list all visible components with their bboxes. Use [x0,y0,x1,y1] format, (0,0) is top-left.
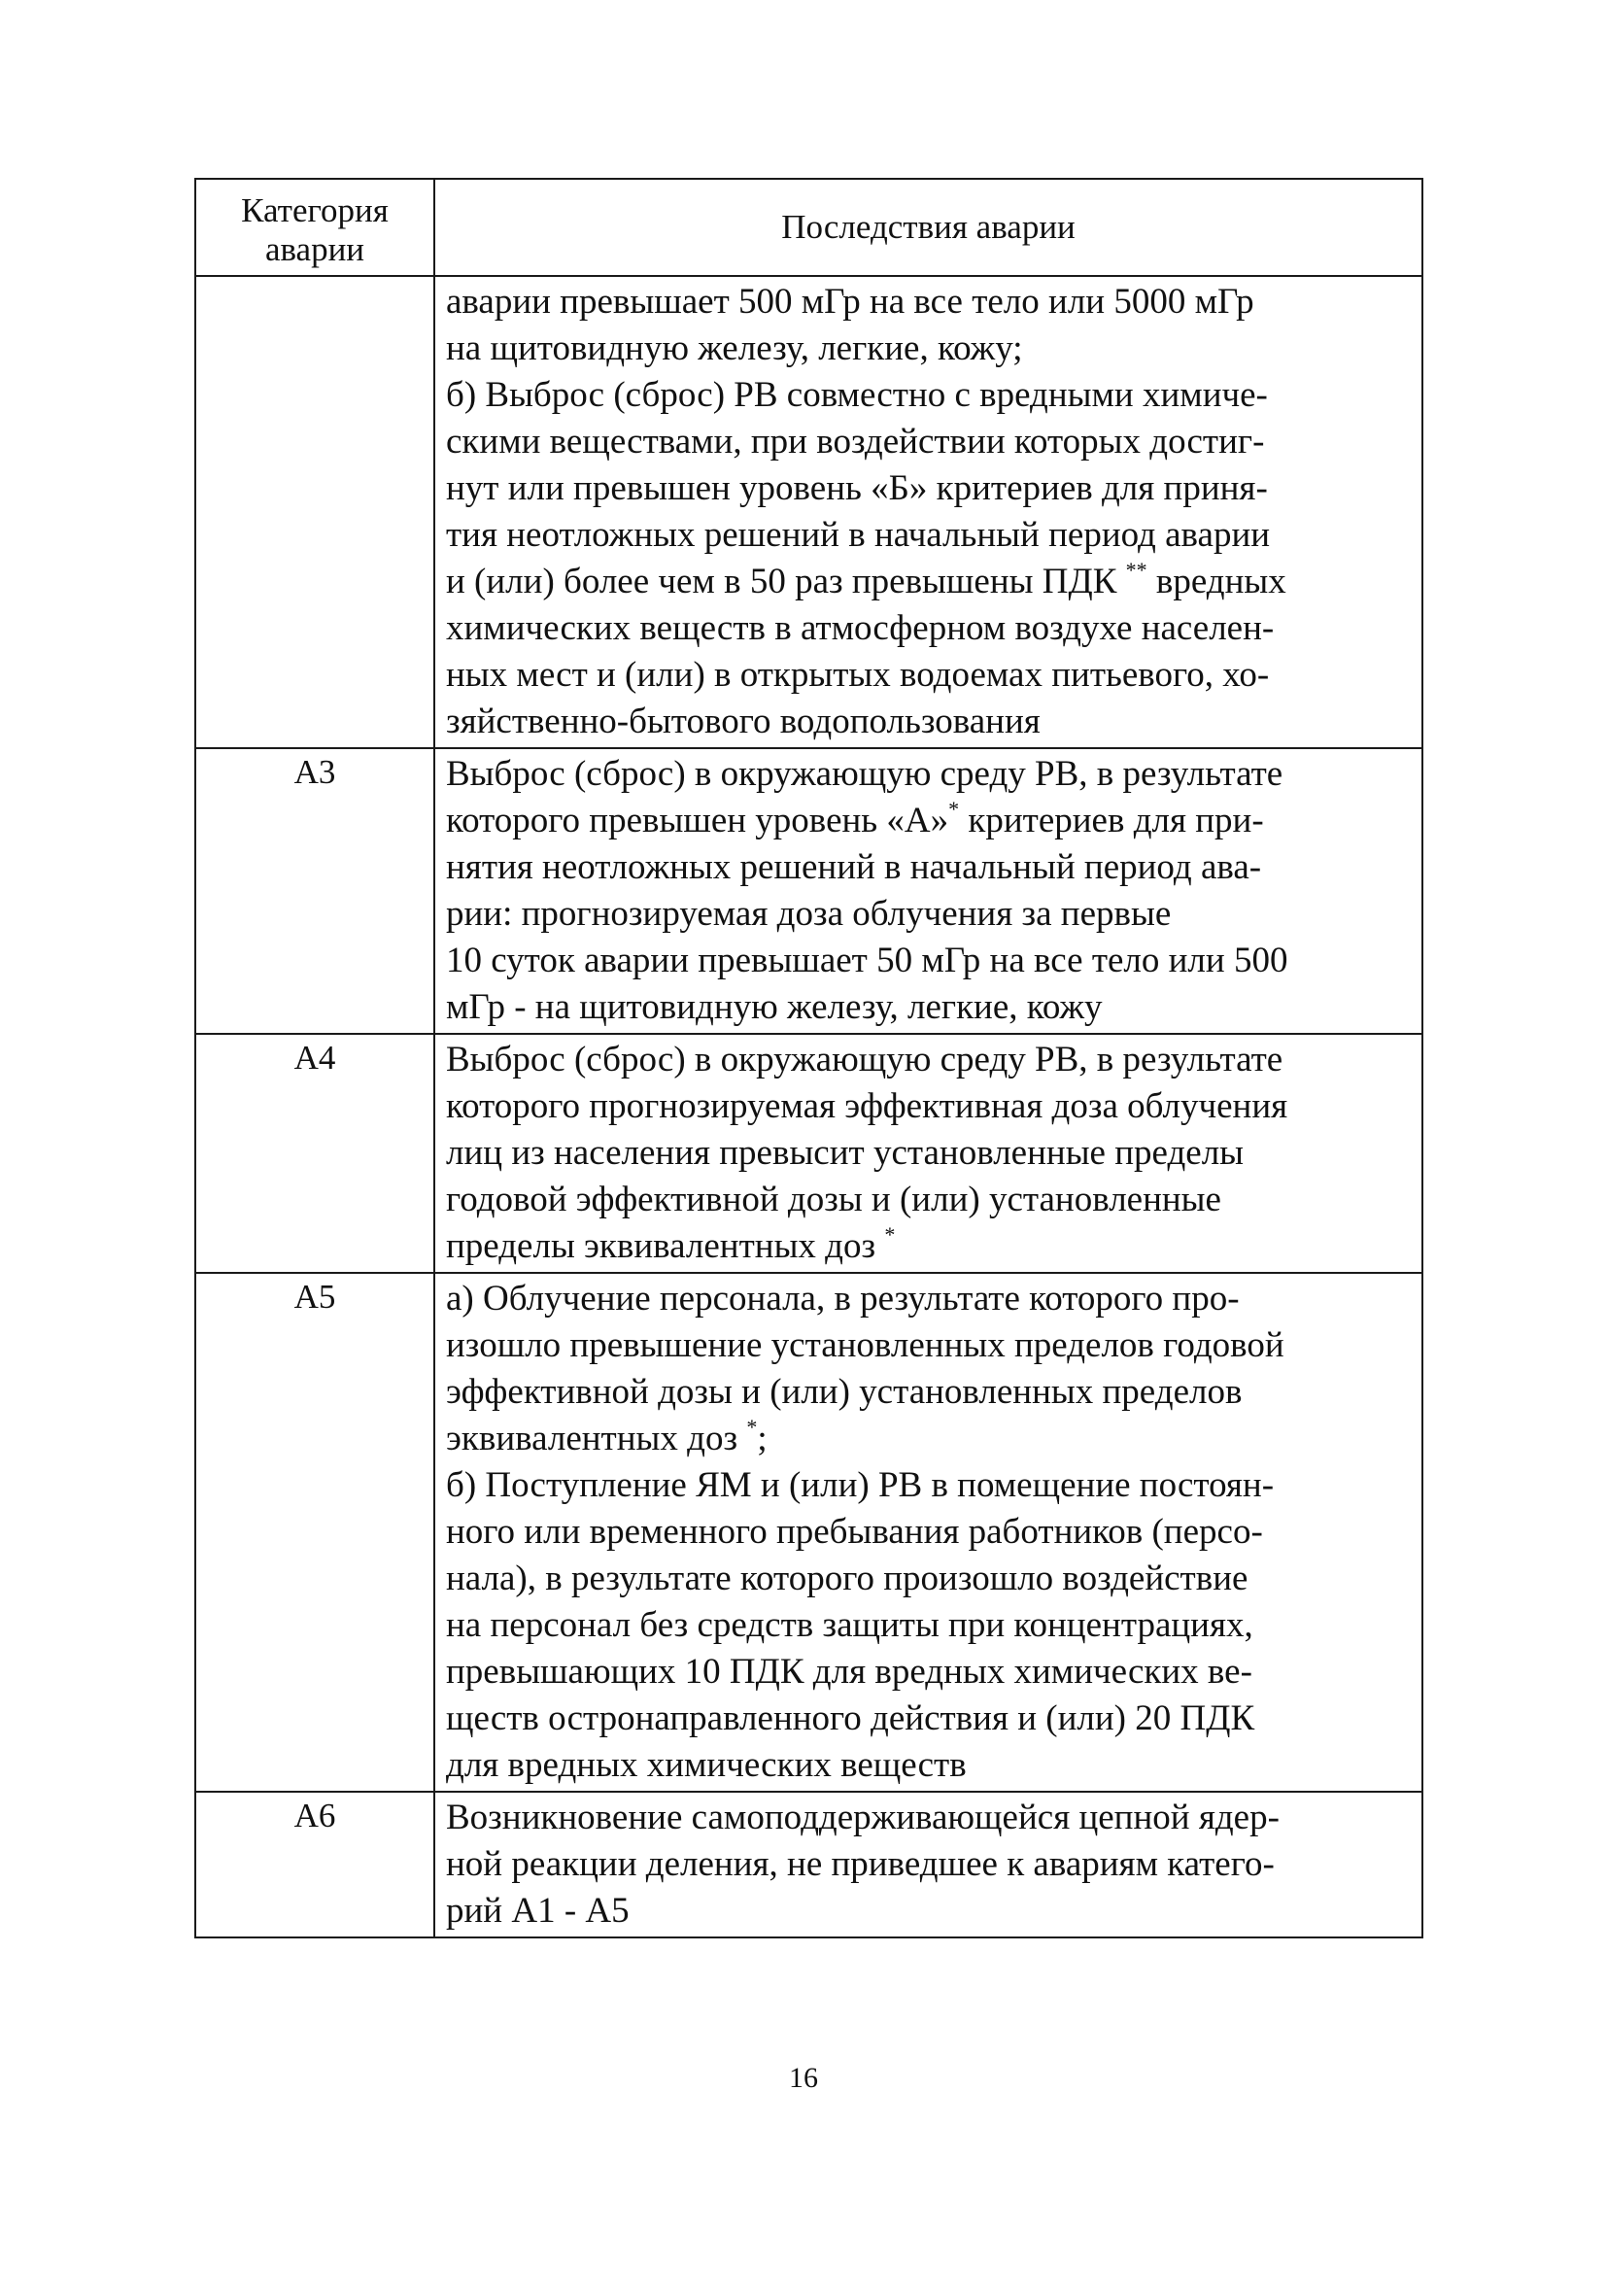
consequences-line: на персонал без средств защиты при концентрациях, [446,1605,1253,1645]
accident-categories-table [194,178,1423,1938]
consequences-line: превышающих 10 ПДК для вредных химических ве- [446,1652,1252,1692]
consequences-line: для вредных химических веществ [446,1745,967,1785]
consequences-line: аварии превышает 500 мГр на все тело или 5000 мГр [446,282,1254,322]
consequences-line: эффективной дозы и (или) установленных пределов [446,1372,1243,1412]
consequences-line: изошло превышение установленных пределов годовой [446,1325,1284,1365]
footnote-marker: ** [1125,558,1147,582]
category-cell: А6 [195,1792,434,1937]
category-cell: А3 [195,748,434,1034]
consequences-line: пределы эквивалентных доз * [446,1222,896,1266]
consequences-line: Выброс (сброс) в окружающую среду РВ, в результате [446,1040,1283,1079]
consequences-line: рий А1 - А5 [446,1891,630,1931]
category-cell: А5 [195,1273,434,1792]
consequences-line: нала), в результате которого произошло воздействие [446,1559,1248,1598]
header-category-line: аварии [264,230,365,268]
consequences-line: Возникновение самоподдерживающейся цепной ядер- [446,1798,1280,1837]
consequences-cell [434,748,1422,1034]
consequences-line: и (или) более чем в 50 раз превышены ПДК ** вредных [446,558,1286,601]
consequences-line: 10 суток аварии превышает 50 мГр на все тело или 500 [446,941,1288,980]
consequences-line: на щитовидную железу, легкие, кожу; [446,328,1023,368]
consequences-cell [434,276,1422,748]
header-consequences: Последствия аварии [434,179,1422,276]
table-row [195,1034,1422,1273]
page-number: 16 [789,2062,818,2094]
consequences-line: нут или превышен уровень «Б» критериев для приня- [446,468,1268,508]
consequences-cell [434,1792,1422,1937]
consequences-line: ных мест и (или) в открытых водоемах питьевого, хо- [446,655,1270,695]
consequences-line: мГр - на щитовидную железу, легкие, кожу [446,987,1103,1027]
consequences-line: химических веществ в атмосферном воздухе населен- [446,608,1275,648]
table-row [195,1273,1422,1792]
consequences-line: а) Облучение персонала, в результате которого про- [446,1279,1240,1319]
header-category [195,179,434,276]
consequences-line: эквивалентных доз *; [446,1415,768,1458]
consequences-line: ной реакции деления, не приведшее к авариям катего- [446,1844,1275,1884]
table-row [195,276,1422,748]
consequences-cell [434,1034,1422,1273]
consequences-line: Выброс (сброс) в окружающую среду РВ, в результате [446,754,1283,794]
consequences-line: скими веществами, при воздействии которых достиг- [446,422,1265,462]
category-cell [195,276,434,748]
footnote-marker: * [884,1222,896,1247]
consequences-line: ного или временного пребывания работников (персо- [446,1512,1263,1552]
consequences-line: нятия неотложных решений в начальный период ава- [446,847,1262,887]
consequences-cell [434,1273,1422,1792]
footnote-marker: * [746,1415,758,1439]
consequences-line: годовой эффективной дозы и (или) установленные [446,1180,1221,1219]
consequences-line: рии: прогнозируемая доза облучения за первые [446,894,1172,934]
consequences-line: тия неотложных решений в начальный период аварии [446,515,1271,555]
consequences-line: лиц из населения превысит установленные пределы [446,1133,1245,1173]
table-row [195,748,1422,1034]
consequences-line: б) Выброс (сброс) РВ совместно с вредными химиче- [446,375,1268,415]
table-header-row [195,179,1422,276]
consequences-line: зяйственно-бытового водопользования [446,702,1041,741]
table-row [195,1792,1422,1937]
consequences-line: ществ остронаправленного действия и (или) 20 ПДК [446,1698,1255,1738]
header-category-line: Категория [241,191,389,229]
category-cell: А4 [195,1034,434,1273]
document-page [194,178,1421,1938]
footnote-marker: * [948,797,960,821]
consequences-line: которого превышен уровень «А»* критериев для при- [446,797,1264,840]
consequences-line: которого прогнозируемая эффективная доза облучения [446,1086,1288,1126]
consequences-line: б) Поступление ЯМ и (или) РВ в помещение постоян- [446,1465,1275,1505]
